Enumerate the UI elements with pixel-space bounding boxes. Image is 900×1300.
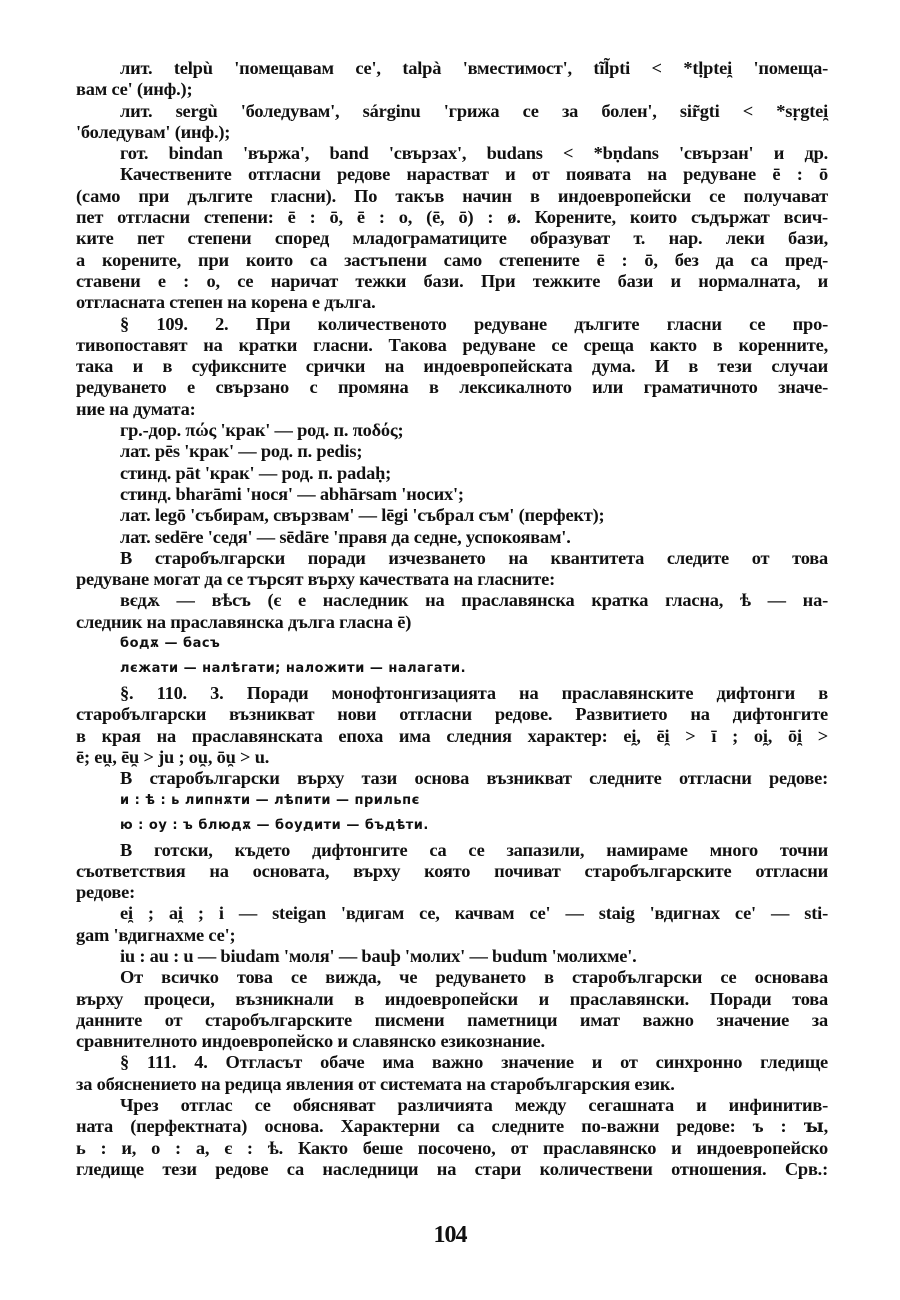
text-line: ние на думата: [76,398,196,419]
text-line: лат. legō 'събирам, свързвам' — lēgi 'събрал съм' (перфект); [120,505,605,526]
text-line: а корените, при които са застъпени само степените ē : ō, без да са пред- [76,249,828,270]
text-line: съответствия на основата, върху която почиват старобългарските отгласни [76,860,828,881]
text-line: пет отгласни степени: ē : ō, ē : o, (ē, ō) : ø. Корените, които съдържат всич- [76,207,828,228]
text-line: данните от старобългарските писмени паметници имат важно значение за [76,1009,828,1030]
text-line: отгласната степен на корена е дълга. [76,292,376,313]
text-line: Качествените отгласни редове нарастват и от появата на редуване ē : ō [120,164,828,185]
text-line: редове: [76,882,136,903]
text-line: ь : и, о : а, є : ѣ. Както беше посочено, от праславянско и индоевропейско [76,1137,828,1158]
text-line: В старобългарски поради изчезването на квантитета следите от това [120,547,828,568]
text-line: ките пет степени според младограматиците образуват т. нар. леки бази, [76,228,828,249]
text-line: § 111. 4. Отгласът обаче има важно значение и от синхронно гледище [120,1052,828,1073]
text-line: старобългарски възникват нови отгласни редове. Развитието на дифтонгите [76,704,828,725]
text-line: От всичко това се вижда, че редуването в старобългарски се основава [120,967,828,988]
text-line: стинд. pāt 'крак' — род. п. padaḥ; [120,462,392,483]
text-line: ставени e : o, се наричат тежки бази. При тежките бази и нормалната, и [76,270,828,291]
text-line: (само при дългите гласни). По такъв начин в индоевропейски се получават [76,185,828,206]
text-line: §. 110. 3. Поради монофтонгизацията на праславянските дифтонги в [120,683,828,704]
text-line: в края на праславянската епоха има следния характер: ei̯, ēi̯ > ī ; oi̯, ōi̯ > [76,725,828,746]
text-line: гот. bindan 'вържа', band 'свързах', budans < *bṇdans 'свързан' и др. [120,143,828,164]
text-line: лат. sedēre 'седя' — sēdāre 'правя да седне, успокоявам'. [120,526,571,547]
text-line: gam 'вдигнахме се'; [76,924,236,945]
text-line: за обяснението на редица явления от системата на старобългарския език. [76,1073,675,1094]
text-line: 'боледувам' (инф.); [76,121,231,142]
text-line: Чрез отглас се обясняват различията между сегашната и инфинитив- [120,1095,828,1116]
text-line: лєжати — налѣгати; наложити — налагати. [120,661,467,677]
text-line: вєдѫ — вѣсъ (є е наследник на праславянска кратка гласна, ѣ — на- [120,590,828,611]
text-line: лит. sergù 'боледувам', sárginu 'грижа се за болен', sir̃gti < *sṛgtei̯ [120,100,828,121]
text-line: тивопоставят на кратки гласни. Такова редуване се среща както в коренните, [76,334,828,355]
text-line: върху процеси, възникнали в индоевропейски и праславянски. Поради това [76,988,828,1009]
text-line: лат. pēs 'крак' — род. п. pedis; [120,441,363,462]
text-line: ē; eu̯, ēu̯ > ju ; ou̯, ōu̯ > u. [76,746,270,767]
text-line: вам се' (инф.); [76,79,193,100]
text-line: следник на праславянска дълга гласна ē) [76,611,412,632]
text-line: iu : au : u — biudam 'моля' — bauþ 'молих' — budum 'молихме'. [120,945,637,966]
text-line: ю : оу : ъ блюдѫ — боудити — бъдѣти. [120,817,429,833]
text-line: ei̯ ; ai̯ ; i — steigan 'вдигам се, качвам се' — staig 'вдигнах се' — sti- [120,903,828,924]
page-number: 104 [433,1222,467,1248]
text-line: така и в суфиксните срички на индоевропейската дума. И в тези случаи [76,356,828,377]
text-line: стинд. bharāmi 'нося' — abhārsam 'носих'; [120,483,464,504]
text-line: редуването е свързано с промяна в лексикалното или граматичното значе- [76,377,828,398]
text-line: § 109. 2. При количественото редуване дългите гласни се про- [120,313,828,334]
text-line: и : ѣ : ь липнѫти — лѣпити — прильпє [120,792,420,808]
text-line: ната (перфектната) основа. Характерни са следните по-важни редове: ъ : ꙑ, [76,1116,828,1137]
text-line: редуване могат да се търсят върху качествата на гласните: [76,569,556,590]
text-line: гр.-дор. πώς 'крак' — род. п. ποδός; [120,420,404,441]
text-line: сравнителното индоевропейско и славянско езикознание. [76,1031,545,1052]
text-line: В готски, където дифтонгите са се запазили, намираме много точни [120,839,828,860]
text-line: бодѫ — басъ [120,636,221,652]
text-line: В старобългарски върху тази основа възникват следните отгласни редове: [120,768,828,789]
book-page-text [76,58,828,1180]
text-line: гледище тези редове са наследници на стари количествени отношения. Срв.: [76,1158,828,1179]
text-line: лит. telpù 'помещавам се', talpà 'вместимост', tĩl̃pti < *tḷptei̯ 'помеща- [120,58,828,78]
